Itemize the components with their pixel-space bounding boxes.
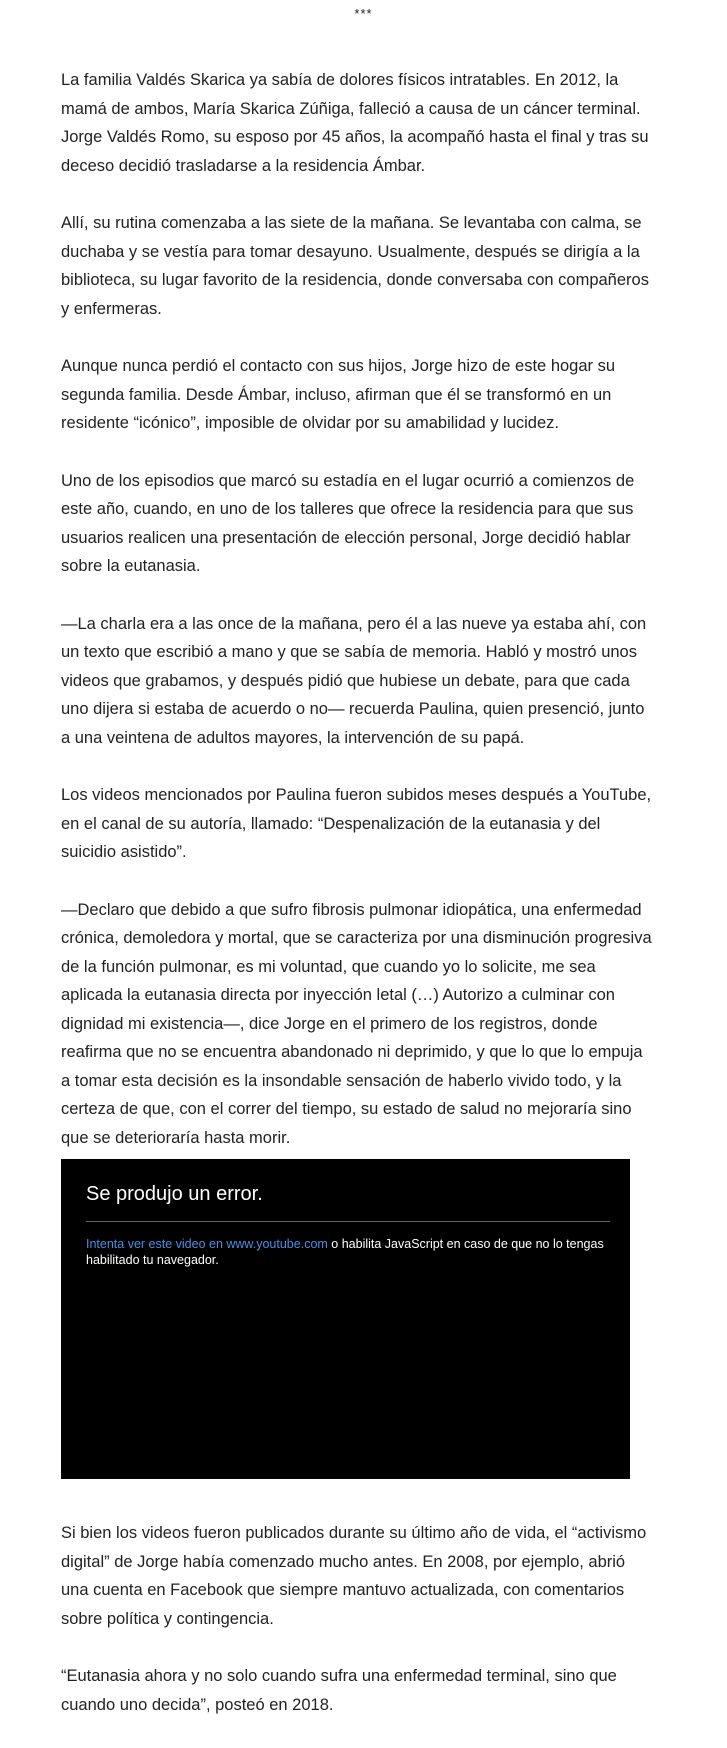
article-body-continued bbox=[61, 1519, 656, 1748]
article-paragraph: Allí, su rutina comenzaba a las siete de la mañana. Se levantaba con calma, se duchaba y se vestía para tomar desayuno. Usualmente, después se dirigía a la biblioteca, su lugar favorito de la residencia, donde conversaba con compañeros y enfermeras. bbox=[61, 214, 649, 318]
article-paragraph: Los videos mencionados por Paulina fueron subidos meses después a YouTube, en el canal de su autoría, llamado: “Despenalización de la eutanasia y del suicidio asistido”. bbox=[61, 786, 652, 861]
article-paragraph: —Declaro que debido a que sufro fibrosis pulmonar idiopática, una enfermedad crónica, demoledora y mortal, que se caracteriza por una disminución progresiva de la función pulmonar, es mi voluntad, que cuando yo lo solicite, me sea aplicada la eutanasia directa por inyección letal (…) Autorizo a culminar con dignidad mi existencia—, dice Jorge en el primero de los registros, donde reafirma que no se encuentra abandonado ni deprimido, y que lo que lo empuja a tomar esta decisión es la insondable sensación de haberlo vivido todo, y la certeza de que, con el correr del tiempo, su estado de salud no mejoraría sino que se deterioraría hasta morir. bbox=[61, 900, 652, 1147]
video-error-message bbox=[86, 1236, 610, 1268]
article-paragraph: La familia Valdés Skarica ya sabía de dolores físicos intratables. En 2012, la mamá de ambos, María Skarica Zúñiga, falleció a causa de un cáncer terminal. Jorge Valdés Romo, su esposo por 45 años, la acompañó hasta el final y tras su deceso decidió trasladarse a la residencia Ámbar. bbox=[61, 71, 649, 175]
article-paragraph: Uno de los episodios que marcó su estadía en el lugar ocurrió a comienzos de este año, cuando, en uno de los talleres que ofrece la residencia para que sus usuarios realicen una presentación de elección personal, Jorge decidió hablar sobre la eutanasia. bbox=[61, 471, 635, 575]
video-error-message-rest: o habilita JavaScript en caso de que no lo tengas habilitado tu navegador. bbox=[86, 1237, 604, 1267]
article-paragraph: Aunque nunca perdió el contacto con sus hijos, Jorge hizo de este hogar su segunda familia. Desde Ámbar, incluso, afirman que él se transformó en un residente “icónico”, imposible de olvidar por su amabilidad y lucidez. bbox=[61, 357, 616, 432]
article-body bbox=[61, 66, 656, 1181]
embedded-video-player[interactable] bbox=[61, 1159, 630, 1479]
article-paragraph: —La charla era a las once de la mañana, pero él a las nueve ya estaba ahí, con un texto que escribió a mano y que se sabía de memoria. Habló y mostró unos videos que grabamos, y después pidió que hubiese un debate, para que cada uno dijera si estaba de acuerdo o no— recuerda Paulina, quien presenció, junto a una veintena de adultos mayores, la intervención de su papá. bbox=[61, 614, 647, 747]
article-paragraph: Si bien los videos fueron publicados durante su último año de vida, el “activismo digital” de Jorge había comenzado mucho antes. En 2008, por ejemplo, abrió una cuenta en Facebook que siempre mantuvo actualizada, con comentarios sobre política y contingencia. bbox=[61, 1524, 647, 1628]
youtube-link[interactable]: Intenta ver este video en www.youtube.com bbox=[86, 1237, 328, 1251]
video-divider bbox=[86, 1221, 610, 1222]
article-paragraph: “Eutanasia ahora y no solo cuando sufra una enfermedad terminal, sino que cuando uno decida”, posteó en 2018. bbox=[61, 1667, 617, 1714]
section-separator: *** bbox=[354, 6, 373, 21]
video-error-title: Se produjo un error. bbox=[86, 1183, 263, 1205]
